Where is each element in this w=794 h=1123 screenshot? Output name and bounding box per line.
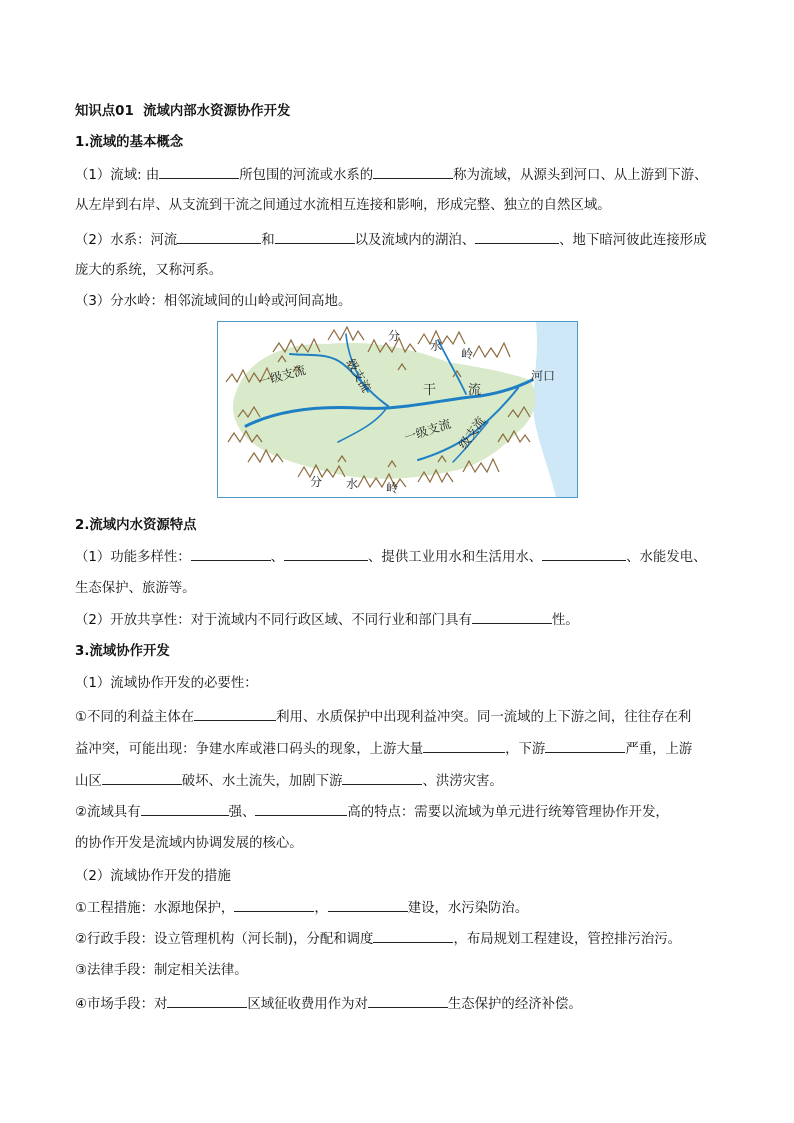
s2-line-1 <box>75 548 706 567</box>
s1-line-5: （3）分水岭：相邻流域间的山岭或河间高地。 <box>75 294 352 309</box>
fill-blank[interactable] <box>255 803 347 816</box>
fill-blank[interactable] <box>159 166 239 179</box>
section-1-heading: 1.流域的基本概念 <box>75 135 184 150</box>
section-3-heading: 3.流域协作开发 <box>75 644 170 659</box>
text: 生态保护的经济补偿。 <box>447 997 582 1012</box>
fill-blank[interactable] <box>102 772 182 785</box>
text: 、水能发电、 <box>626 550 707 565</box>
s1-line-4: 庞大的系统，又称河系。 <box>75 263 223 278</box>
text: （2）水系：河流 <box>75 233 178 248</box>
s3-paragraph-5: 的协作开发是流域内协调发展的核心。 <box>75 836 303 851</box>
tributary-label-mid: 级支流 <box>343 356 374 395</box>
divide-label-top-3: 岭 <box>461 347 474 361</box>
text: （1）流域: 由 <box>75 168 160 183</box>
text: ，布局规划工程建设，管控排污治污。 <box>453 932 682 947</box>
section-2-heading: 2.流域内水资源特点 <box>75 518 197 533</box>
fill-blank[interactable] <box>423 740 505 753</box>
fill-blank[interactable] <box>194 708 276 721</box>
text: 严重，上游 <box>625 742 693 757</box>
fill-blank[interactable] <box>342 772 422 785</box>
fill-blank[interactable] <box>328 899 408 912</box>
s1-line-2: 从左岸到右岸、从支流到干流之间通过水流相互连接和影响，形成完整、独立的自然区域。 <box>75 198 611 213</box>
s2-line-2: 生态保护、旅游等。 <box>75 581 196 596</box>
text: ①不同的利益主体在 <box>75 710 195 725</box>
text: 所包围的河流或水系的 <box>239 168 374 183</box>
s3-measure-1 <box>75 899 528 918</box>
tributary-label-left: 一级支流 <box>257 362 308 389</box>
fill-blank[interactable] <box>373 930 453 943</box>
text: 性。 <box>551 613 579 628</box>
divide-label-bottom-3: 岭 <box>386 481 399 495</box>
s3-paragraph-4 <box>75 803 669 822</box>
divide-label-bottom-1: 分 <box>310 475 323 489</box>
mainstream-label-2: 流 <box>468 383 482 398</box>
text: ，下游 <box>505 742 546 757</box>
s3-paragraph-1 <box>75 708 691 727</box>
text: 称为流域，从源头到河口、从上游到下游、 <box>453 168 708 183</box>
tributary-label-lower: 一级支流 <box>402 416 453 445</box>
text: ②流域具有 <box>75 805 141 820</box>
divide-label-top-2: 水 <box>430 339 443 353</box>
s1-line-1 <box>75 166 708 185</box>
s3-measure-3: ③法律手段：制定相关法律。 <box>75 963 248 978</box>
text: 、地下暗河彼此连接形成 <box>559 233 707 248</box>
s2-line-3 <box>75 611 579 630</box>
tributary-label-right: 级支流 <box>455 414 489 452</box>
text: 、洪涝灾害。 <box>422 774 503 789</box>
fill-blank[interactable] <box>177 231 261 244</box>
s3-measure-4 <box>75 995 582 1014</box>
s3-paragraph-3 <box>75 772 503 791</box>
text: （2）开放共享性：对于流域内不同行政区域、不同行业和部门具有 <box>75 613 472 628</box>
text: 和 <box>261 233 275 248</box>
s3-subheading-1: （1）流域协作开发的必要性： <box>75 676 258 691</box>
text: ①工程措施：水源地保护， <box>75 901 235 916</box>
text: ④市场手段：对 <box>75 997 168 1012</box>
knowledge-point-number: 知识点01 <box>75 104 134 119</box>
s3-subheading-2: （2）流域协作开发的措施 <box>75 869 231 884</box>
fill-blank[interactable] <box>141 803 229 816</box>
fill-blank[interactable] <box>167 995 247 1008</box>
text: 益冲突，可能出现：争建水库或港口码头的现象，上游大量 <box>75 742 424 757</box>
fill-blank[interactable] <box>234 899 314 912</box>
text: 、提供工业用水和生活用水、 <box>368 550 543 565</box>
section-header <box>75 103 290 121</box>
fill-blank[interactable] <box>191 548 271 561</box>
text: 、 <box>270 550 285 565</box>
fill-blank[interactable] <box>542 548 626 561</box>
sea-area <box>533 322 577 497</box>
fill-blank[interactable] <box>472 611 552 624</box>
knowledge-point-title: 流域内部水资源协作开发 <box>143 104 291 119</box>
s3-measure-2 <box>75 930 681 949</box>
fill-blank[interactable] <box>368 995 448 1008</box>
text: 以及流域内的湖泊、 <box>354 233 476 248</box>
s3-paragraph-2 <box>75 740 692 759</box>
mainstream-label-1: 干 <box>423 383 437 398</box>
estuary-label: 河口 <box>531 369 556 383</box>
text: （1）功能多样性： <box>75 550 191 565</box>
text: 建设，水污染防治。 <box>407 901 529 916</box>
divide-label-bottom-2: 水 <box>346 477 359 491</box>
fill-blank[interactable] <box>275 231 355 244</box>
text: ， <box>314 901 328 916</box>
divide-label-top-1: 分 <box>388 329 401 343</box>
text: ②行政手段：设立管理机构（河长制)，分配和调度 <box>75 932 374 947</box>
fill-blank[interactable] <box>475 231 559 244</box>
fill-blank[interactable] <box>373 166 453 179</box>
text: 高的特点：需要以流域为单元进行统筹管理协作开发， <box>347 805 669 820</box>
watershed-map <box>218 322 577 497</box>
text: 山区 <box>75 774 102 789</box>
s1-line-3 <box>75 231 706 250</box>
fill-blank[interactable] <box>284 548 368 561</box>
text: 利用、水质保护中出现利益冲突。同一流域的上下游之间，往往存在利 <box>276 710 692 725</box>
text: 强、 <box>228 805 256 820</box>
fill-blank[interactable] <box>545 740 625 753</box>
watershed-diagram <box>217 321 578 498</box>
text: 区域征收费用作为对 <box>247 997 368 1012</box>
text: 破坏、水土流失，加剧下游 <box>181 774 343 789</box>
